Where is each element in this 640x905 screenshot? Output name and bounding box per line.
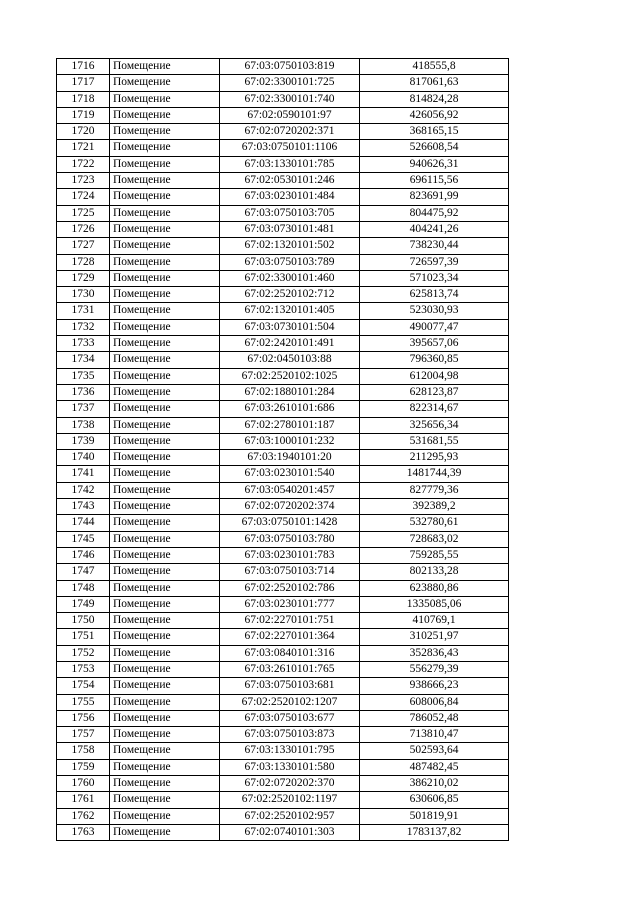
- cadastral-value-cell: 726597,39: [360, 254, 509, 270]
- object-type-cell: Помещение: [110, 678, 220, 694]
- cadastral-number-cell: 67:02:1320101:502: [220, 238, 360, 254]
- cadastral-number-cell: 67:02:0740101:303: [220, 824, 360, 840]
- object-type-cell: Помещение: [110, 450, 220, 466]
- cadastral-number-cell: 67:02:3300101:740: [220, 91, 360, 107]
- cadastral-value-cell: 817061,63: [360, 75, 509, 91]
- cadastral-value-cell: 822314,67: [360, 401, 509, 417]
- row-number-cell: 1738: [57, 417, 110, 433]
- object-type-cell: Помещение: [110, 401, 220, 417]
- cadastral-value-cell: 608006,84: [360, 694, 509, 710]
- row-number-cell: 1747: [57, 564, 110, 580]
- object-type-cell: Помещение: [110, 221, 220, 237]
- row-number-cell: 1730: [57, 287, 110, 303]
- table-row: [57, 759, 509, 775]
- object-type-cell: Помещение: [110, 482, 220, 498]
- cadastral-number-cell: 67:03:1000101:232: [220, 433, 360, 449]
- cadastral-number-cell: 67:03:0750101:1106: [220, 140, 360, 156]
- cadastral-number-cell: 67:02:1320101:405: [220, 303, 360, 319]
- cadastral-number-cell: 67:02:2520102:1025: [220, 368, 360, 384]
- cadastral-number-cell: 67:03:1330101:795: [220, 743, 360, 759]
- row-number-cell: 1741: [57, 466, 110, 482]
- cadastral-number-cell: 67:02:2520102:712: [220, 287, 360, 303]
- cadastral-value-cell: 940626,31: [360, 156, 509, 172]
- row-number-cell: 1761: [57, 792, 110, 808]
- object-type-cell: Помещение: [110, 743, 220, 759]
- row-number-cell: 1718: [57, 91, 110, 107]
- cadastral-number-cell: 67:03:0750103:789: [220, 254, 360, 270]
- object-type-cell: Помещение: [110, 613, 220, 629]
- table-row: [57, 466, 509, 482]
- table-row: [57, 401, 509, 417]
- object-type-cell: Помещение: [110, 596, 220, 612]
- cadastral-value-cell: 630606,85: [360, 792, 509, 808]
- row-number-cell: 1750: [57, 613, 110, 629]
- table-row: [57, 384, 509, 400]
- object-type-cell: Помещение: [110, 661, 220, 677]
- row-number-cell: 1763: [57, 824, 110, 840]
- object-type-cell: Помещение: [110, 254, 220, 270]
- cadastral-number-cell: 67:02:3300101:460: [220, 270, 360, 286]
- cadastral-number-cell: 67:03:0750101:1428: [220, 515, 360, 531]
- cadastral-number-cell: 67:02:0720202:371: [220, 124, 360, 140]
- cadastral-value-cell: 531681,55: [360, 433, 509, 449]
- cadastral-number-cell: 67:02:2520102:1197: [220, 792, 360, 808]
- table-row: [57, 287, 509, 303]
- object-type-cell: Помещение: [110, 238, 220, 254]
- object-type-cell: Помещение: [110, 727, 220, 743]
- table-row: [57, 75, 509, 91]
- cadastral-number-cell: 67:03:0230101:484: [220, 189, 360, 205]
- cadastral-value-cell: 814824,28: [360, 91, 509, 107]
- table-row: [57, 140, 509, 156]
- cadastral-number-cell: 67:02:3300101:725: [220, 75, 360, 91]
- row-number-cell: 1751: [57, 629, 110, 645]
- cadastral-value-cell: 1335085,06: [360, 596, 509, 612]
- table-row: [57, 417, 509, 433]
- row-number-cell: 1758: [57, 743, 110, 759]
- cadastral-value-cell: 418555,8: [360, 59, 509, 75]
- row-number-cell: 1743: [57, 499, 110, 515]
- row-number-cell: 1719: [57, 107, 110, 123]
- object-type-cell: Помещение: [110, 824, 220, 840]
- cadastral-value-cell: 728683,02: [360, 531, 509, 547]
- cadastral-value-cell: 487482,45: [360, 759, 509, 775]
- object-type-cell: Помещение: [110, 564, 220, 580]
- cadastral-value-cell: 796360,85: [360, 352, 509, 368]
- object-type-cell: Помещение: [110, 417, 220, 433]
- cadastral-value-cell: 392389,2: [360, 499, 509, 515]
- row-number-cell: 1746: [57, 547, 110, 563]
- cadastral-number-cell: 67:02:2780101:187: [220, 417, 360, 433]
- table-row: [57, 319, 509, 335]
- row-number-cell: 1759: [57, 759, 110, 775]
- cadastral-value-cell: 612004,98: [360, 368, 509, 384]
- table-body: [57, 59, 509, 841]
- cadastral-value-cell: 628123,87: [360, 384, 509, 400]
- object-type-cell: Помещение: [110, 466, 220, 482]
- cadastral-value-cell: 759285,55: [360, 547, 509, 563]
- object-type-cell: Помещение: [110, 205, 220, 221]
- row-number-cell: 1716: [57, 59, 110, 75]
- table-row: [57, 710, 509, 726]
- cadastral-number-cell: 67:02:0450103:88: [220, 352, 360, 368]
- object-type-cell: Помещение: [110, 547, 220, 563]
- row-number-cell: 1721: [57, 140, 110, 156]
- table-row: [57, 107, 509, 123]
- object-type-cell: Помещение: [110, 629, 220, 645]
- table-row: [57, 678, 509, 694]
- object-type-cell: Помещение: [110, 59, 220, 75]
- object-type-cell: Помещение: [110, 710, 220, 726]
- object-type-cell: Помещение: [110, 433, 220, 449]
- table-row: [57, 450, 509, 466]
- row-number-cell: 1720: [57, 124, 110, 140]
- cadastral-value-cell: 523030,93: [360, 303, 509, 319]
- row-number-cell: 1733: [57, 336, 110, 352]
- cadastral-value-cell: 368165,15: [360, 124, 509, 140]
- row-number-cell: 1717: [57, 75, 110, 91]
- object-type-cell: Помещение: [110, 515, 220, 531]
- cadastral-number-cell: 67:03:0750103:705: [220, 205, 360, 221]
- object-type-cell: Помещение: [110, 808, 220, 824]
- table-row: [57, 205, 509, 221]
- row-number-cell: 1760: [57, 776, 110, 792]
- table-row: [57, 564, 509, 580]
- cadastral-number-cell: 67:03:2610101:686: [220, 401, 360, 417]
- table-row: [57, 368, 509, 384]
- cadastral-number-cell: 67:02:2520102:1207: [220, 694, 360, 710]
- cadastral-number-cell: 67:03:0750103:873: [220, 727, 360, 743]
- cadastral-number-cell: 67:03:0540201:457: [220, 482, 360, 498]
- cadastral-value-cell: 526608,54: [360, 140, 509, 156]
- table-row: [57, 91, 509, 107]
- table-row: [57, 499, 509, 515]
- row-number-cell: 1726: [57, 221, 110, 237]
- cadastral-value-cell: 325656,34: [360, 417, 509, 433]
- cadastral-value-cell: 938666,23: [360, 678, 509, 694]
- cadastral-value-cell: 532780,61: [360, 515, 509, 531]
- cadastral-value-cell: 395657,06: [360, 336, 509, 352]
- object-type-cell: Помещение: [110, 124, 220, 140]
- object-type-cell: Помещение: [110, 352, 220, 368]
- object-type-cell: Помещение: [110, 107, 220, 123]
- table-row: [57, 580, 509, 596]
- table-row: [57, 238, 509, 254]
- table-row: [57, 776, 509, 792]
- cadastral-value-cell: 827779,36: [360, 482, 509, 498]
- cadastral-value-cell: 426056,92: [360, 107, 509, 123]
- cadastral-value-cell: 501819,91: [360, 808, 509, 824]
- table-row: [57, 727, 509, 743]
- cadastral-number-cell: 67:02:2270101:751: [220, 613, 360, 629]
- row-number-cell: 1752: [57, 645, 110, 661]
- table-row: [57, 173, 509, 189]
- cadastral-value-cell: 490077,47: [360, 319, 509, 335]
- cadastral-value-cell: 823691,99: [360, 189, 509, 205]
- row-number-cell: 1728: [57, 254, 110, 270]
- cadastral-number-cell: 67:03:0750103:681: [220, 678, 360, 694]
- object-type-cell: Помещение: [110, 189, 220, 205]
- table-row: [57, 694, 509, 710]
- cadastral-number-cell: 67:02:0530101:246: [220, 173, 360, 189]
- table-row: [57, 661, 509, 677]
- cadastral-value-cell: 410769,1: [360, 613, 509, 629]
- cadastral-number-cell: 67:03:0750103:780: [220, 531, 360, 547]
- table-row: [57, 824, 509, 840]
- object-type-cell: Помещение: [110, 384, 220, 400]
- cadastral-number-cell: 67:03:0750103:714: [220, 564, 360, 580]
- table-row: [57, 156, 509, 172]
- object-type-cell: Помещение: [110, 499, 220, 515]
- cadastral-number-cell: 67:02:0720202:370: [220, 776, 360, 792]
- object-type-cell: Помещение: [110, 91, 220, 107]
- cadastral-number-cell: 67:02:2420101:491: [220, 336, 360, 352]
- row-number-cell: 1749: [57, 596, 110, 612]
- cadastral-number-cell: 67:03:0230101:783: [220, 547, 360, 563]
- cadastral-number-cell: 67:03:0730101:504: [220, 319, 360, 335]
- cadastral-value-cell: 310251,97: [360, 629, 509, 645]
- table-row: [57, 433, 509, 449]
- row-number-cell: 1732: [57, 319, 110, 335]
- object-type-cell: Помещение: [110, 156, 220, 172]
- object-type-cell: Помещение: [110, 776, 220, 792]
- cadastral-number-cell: 67:03:1330101:785: [220, 156, 360, 172]
- cadastral-number-cell: 67:03:0230101:540: [220, 466, 360, 482]
- table-row: [57, 124, 509, 140]
- cadastral-value-cell: 571023,34: [360, 270, 509, 286]
- object-type-cell: Помещение: [110, 368, 220, 384]
- cadastral-value-cell: 802133,28: [360, 564, 509, 580]
- row-number-cell: 1739: [57, 433, 110, 449]
- table-row: [57, 270, 509, 286]
- table-row: [57, 482, 509, 498]
- table-row: [57, 743, 509, 759]
- object-type-cell: Помещение: [110, 531, 220, 547]
- cadastral-number-cell: 67:02:2520102:786: [220, 580, 360, 596]
- cadastral-number-cell: 67:02:1880101:284: [220, 384, 360, 400]
- table-row: [57, 254, 509, 270]
- table-row: [57, 189, 509, 205]
- cadastral-value-cell: 786052,48: [360, 710, 509, 726]
- row-number-cell: 1734: [57, 352, 110, 368]
- cadastral-number-cell: 67:03:1940101:20: [220, 450, 360, 466]
- row-number-cell: 1731: [57, 303, 110, 319]
- row-number-cell: 1757: [57, 727, 110, 743]
- row-number-cell: 1762: [57, 808, 110, 824]
- object-type-cell: Помещение: [110, 75, 220, 91]
- row-number-cell: 1723: [57, 173, 110, 189]
- cadastral-value-cell: 696115,56: [360, 173, 509, 189]
- row-number-cell: 1755: [57, 694, 110, 710]
- cadastral-number-cell: 67:03:1330101:580: [220, 759, 360, 775]
- cadastral-value-cell: 404241,26: [360, 221, 509, 237]
- row-number-cell: 1756: [57, 710, 110, 726]
- cadastral-value-cell: 1481744,39: [360, 466, 509, 482]
- cadastral-number-cell: 67:03:0230101:777: [220, 596, 360, 612]
- table-row: [57, 221, 509, 237]
- cadastral-value-cell: 1783137,82: [360, 824, 509, 840]
- object-type-cell: Помещение: [110, 759, 220, 775]
- table-row: [57, 547, 509, 563]
- object-type-cell: Помещение: [110, 645, 220, 661]
- table-row: [57, 596, 509, 612]
- row-number-cell: 1725: [57, 205, 110, 221]
- row-number-cell: 1727: [57, 238, 110, 254]
- cadastral-value-cell: 623880,86: [360, 580, 509, 596]
- cadastral-number-cell: 67:03:2610101:765: [220, 661, 360, 677]
- object-type-cell: Помещение: [110, 792, 220, 808]
- cadastral-number-cell: 67:02:0720202:374: [220, 499, 360, 515]
- cadastral-value-cell: 386210,02: [360, 776, 509, 792]
- row-number-cell: 1736: [57, 384, 110, 400]
- row-number-cell: 1753: [57, 661, 110, 677]
- cadastral-value-cell: 211295,93: [360, 450, 509, 466]
- row-number-cell: 1735: [57, 368, 110, 384]
- row-number-cell: 1724: [57, 189, 110, 205]
- object-type-cell: Помещение: [110, 694, 220, 710]
- cadastral-value-cell: 625813,74: [360, 287, 509, 303]
- object-type-cell: Помещение: [110, 287, 220, 303]
- table-row: [57, 645, 509, 661]
- cadastral-number-cell: 67:03:0750103:819: [220, 59, 360, 75]
- cadastral-value-cell: 738230,44: [360, 238, 509, 254]
- row-number-cell: 1742: [57, 482, 110, 498]
- row-number-cell: 1740: [57, 450, 110, 466]
- row-number-cell: 1729: [57, 270, 110, 286]
- table-row: [57, 629, 509, 645]
- table-row: [57, 792, 509, 808]
- cadastral-value-cell: 804475,92: [360, 205, 509, 221]
- cadastral-number-cell: 67:02:0590101:97: [220, 107, 360, 123]
- cadastral-value-cell: 352836,43: [360, 645, 509, 661]
- object-type-cell: Помещение: [110, 173, 220, 189]
- row-number-cell: 1744: [57, 515, 110, 531]
- cadastral-value-cell: 502593,64: [360, 743, 509, 759]
- row-number-cell: 1745: [57, 531, 110, 547]
- cadastral-number-cell: 67:03:0730101:481: [220, 221, 360, 237]
- row-number-cell: 1737: [57, 401, 110, 417]
- table-row: [57, 352, 509, 368]
- table-row: [57, 303, 509, 319]
- cadastral-value-cell: 713810,47: [360, 727, 509, 743]
- row-number-cell: 1722: [57, 156, 110, 172]
- cadastral-value-cell: 556279,39: [360, 661, 509, 677]
- object-type-cell: Помещение: [110, 580, 220, 596]
- object-type-cell: Помещение: [110, 270, 220, 286]
- object-type-cell: Помещение: [110, 303, 220, 319]
- object-type-cell: Помещение: [110, 336, 220, 352]
- cadastral-number-cell: 67:02:2270101:364: [220, 629, 360, 645]
- row-number-cell: 1748: [57, 580, 110, 596]
- cadastral-number-cell: 67:03:0750103:677: [220, 710, 360, 726]
- row-number-cell: 1754: [57, 678, 110, 694]
- object-type-cell: Помещение: [110, 319, 220, 335]
- cadastral-value-table: [56, 58, 509, 841]
- cadastral-number-cell: 67:03:0840101:316: [220, 645, 360, 661]
- object-type-cell: Помещение: [110, 140, 220, 156]
- table-row: [57, 808, 509, 824]
- table-row: [57, 515, 509, 531]
- table-row: [57, 531, 509, 547]
- table-row: [57, 336, 509, 352]
- cadastral-number-cell: 67:02:2520102:957: [220, 808, 360, 824]
- table-row: [57, 59, 509, 75]
- table-row: [57, 613, 509, 629]
